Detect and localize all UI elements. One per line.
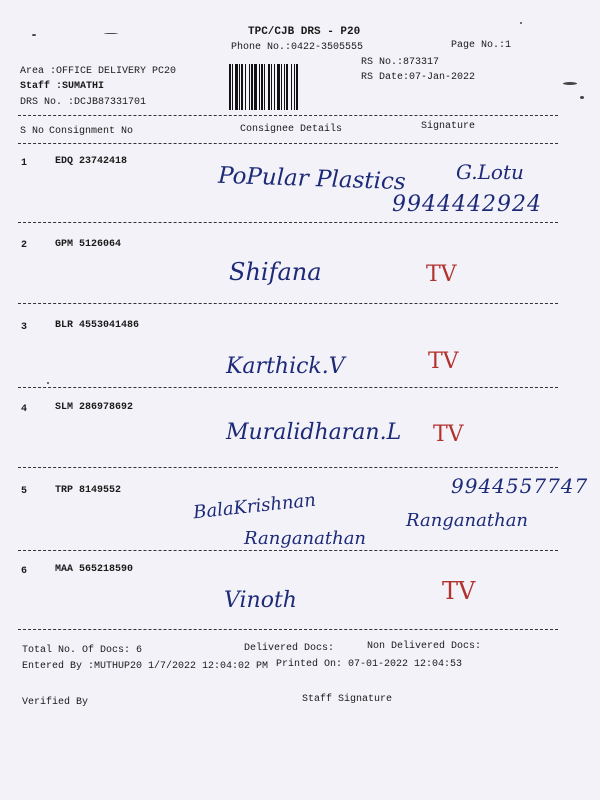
consignee-name: Vinoth [224,588,297,613]
page-number: Page No.:1 [451,40,512,51]
consignment-number: MAA 565218590 [55,564,134,575]
scan-speck [32,34,36,36]
signature: Ranganathan [406,510,529,531]
rs-date: RS Date:07-Jan-2022 [361,72,476,83]
scan-speck [580,96,584,99]
drs-number: DRS No. :DCJB87331701 [20,97,147,108]
scan-speck [563,82,577,85]
row-serial: 6 [21,566,28,577]
divider [18,115,558,116]
row-serial: 3 [21,322,28,333]
rs-number: RS No.:873317 [361,57,440,68]
signature: TV [442,577,476,605]
barcode-bar [298,64,299,110]
consignment-number: BLR 4553041486 [55,320,140,331]
row-serial: 5 [21,486,28,497]
staff-signature-label: Staff Signature [302,694,393,705]
divider [18,143,558,144]
row-serial: 2 [21,240,28,251]
non-delivered-docs: Non Delivered Docs: [367,641,482,652]
consignment-number: EDQ 23742418 [55,156,128,167]
divider [18,550,558,551]
divider [18,387,558,388]
signature: TV [428,349,459,374]
column-header-sno: S No [20,126,45,137]
column-header-consignment: Consignment No [49,126,134,137]
consignee-name: PoPular Plastics [217,162,407,196]
row-serial: 4 [21,404,28,415]
consignee-name-line-1: BalaKrishnan [192,489,317,524]
column-header-consignee: Consignee Details [240,124,343,135]
staff-label: Staff :SUMATHI [20,81,105,92]
consignee-phone: 9944557747 [451,474,589,498]
signature: G.Lotu [456,160,524,184]
delivered-docs: Delivered Docs: [244,643,335,654]
consignment-number: TRP 8149552 [55,485,122,496]
document-title: TPC/CJB DRS - P20 [248,26,361,38]
consignee-name-line-2: Ranganathan [244,528,367,549]
scan-speck [47,382,49,384]
printed-on: Printed On: 07-01-2022 12:04:53 [276,659,463,670]
area-label: Area :OFFICE DELIVERY PC20 [20,66,177,77]
divider [18,629,558,630]
phone-number: Phone No.:0422-3505555 [231,42,364,53]
verified-by-label: Verified By [22,697,89,708]
divider [18,467,558,468]
barcode [229,64,354,110]
total-docs: Total No. Of Docs: 6 [22,645,143,656]
consignee-phone: 9944442924 [392,192,542,217]
consignment-number: SLM 286978692 [55,402,134,413]
consignment-number: GPM 5126064 [55,239,122,250]
signature: TV [433,422,464,447]
scan-speck [520,22,522,24]
divider [18,222,558,223]
consignee-name: Shifana [229,258,322,286]
row-serial: 1 [21,158,28,169]
consignee-name: Muralidharan.L [226,420,402,445]
divider [18,303,558,304]
consignee-name: Karthick.V [226,354,345,379]
scan-speck [104,33,118,34]
column-header-signature: Signature [421,121,476,132]
signature: TV [426,262,457,287]
entered-by: Entered By :MUTHUP20 1/7/2022 12:04:02 PM [22,661,269,672]
